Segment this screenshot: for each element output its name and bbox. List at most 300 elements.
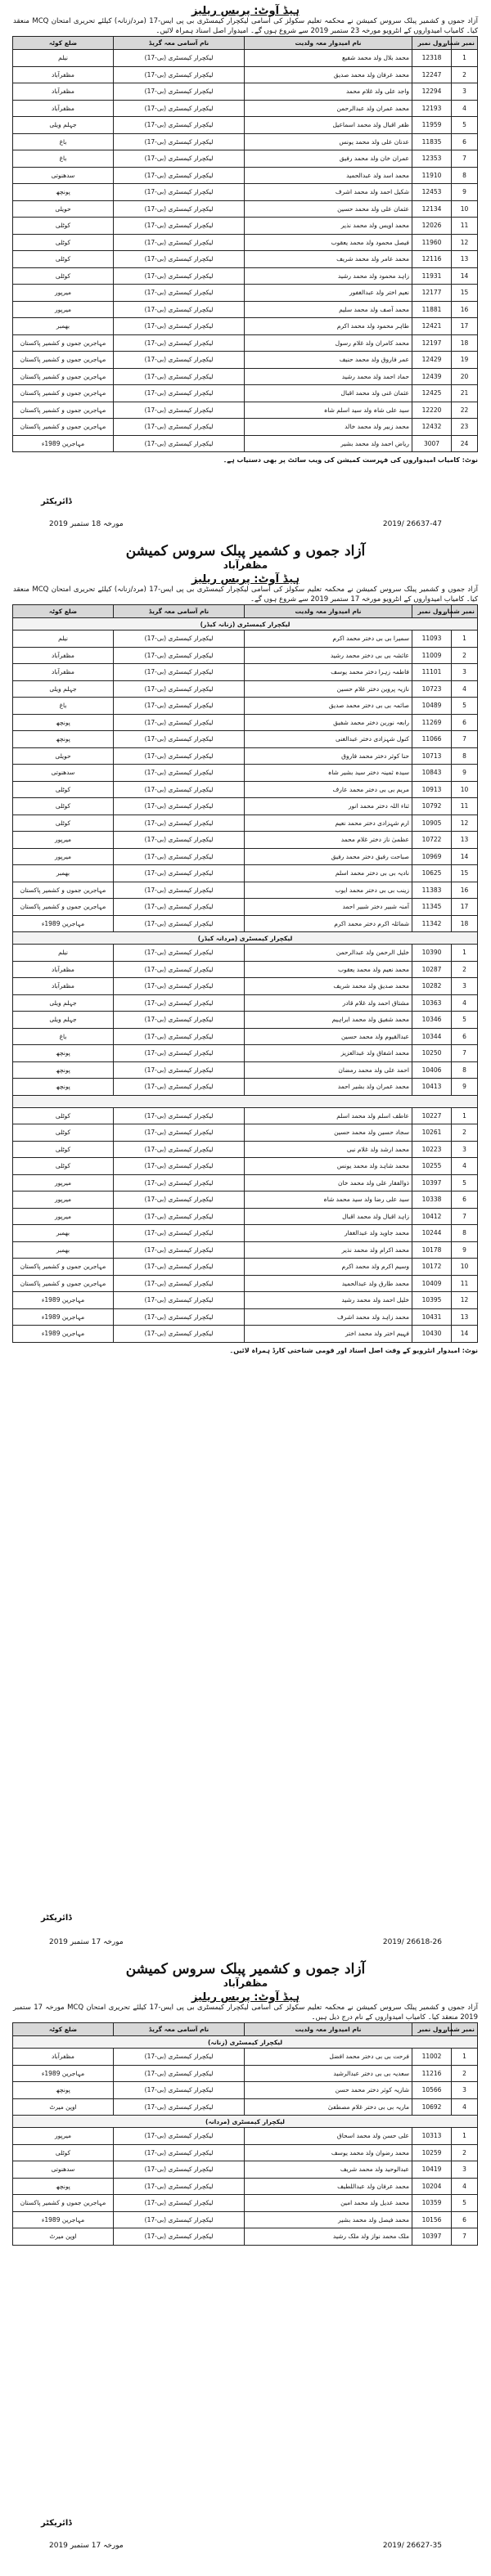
candidate-name: محمد آصف ولد محمد سلیم — [245, 301, 412, 318]
post-grade: لیکچرار کیمسٹری (بی-17) — [114, 631, 245, 648]
group-heading: لیکچرار کیمسٹری (مردانہ) — [13, 2116, 478, 2128]
candidate-name: محمد شاہد ولد محمد یونس — [245, 1158, 412, 1175]
table-row — [13, 647, 478, 664]
table-row — [13, 1208, 478, 1225]
table-row — [13, 150, 478, 168]
post-grade: لیکچرار کیمسٹری (بی-17) — [114, 334, 245, 352]
district-quota: نیلم — [13, 50, 114, 67]
group-heading-row — [13, 618, 478, 631]
post-grade: لیکچرار کیمسٹری (بی-17) — [114, 1079, 245, 1096]
post-grade: لیکچرار کیمسٹری (بی-17) — [114, 83, 245, 101]
post-grade: لیکچرار کیمسٹری (بی-17) — [114, 2065, 245, 2082]
post-grade: لیکچرار کیمسٹری (بی-17) — [114, 2211, 245, 2228]
row-serial: 1 — [452, 945, 478, 962]
candidate-name: عظمیٰ ناز دختر غلام محمد — [245, 832, 412, 849]
post-grade: لیکچرار کیمسٹری (بی-17) — [114, 1158, 245, 1175]
roll-number: 12026 — [412, 218, 452, 235]
release-intro: آزاد جموں و کشمیر پبلک سروس کمیشن نے محکمہ تعلیم سکولز کی آسامی لیکچرار کیمسٹری بی پی ایس-17 (مرد/زنانہ) کیلئے تحریری امتحان MCQ منعقد کیا۔ کامیاب امیدواروں کے انٹرویو مورخہ 23 ستمبر 2019 سے شروع ہوں گے۔ امیدوار اصل اسناد ہمراہ لائیں۔ — [13, 17, 479, 35]
row-serial: 14 — [452, 267, 478, 285]
row-serial: 12 — [452, 234, 478, 251]
post-grade: لیکچرار کیمسٹری (بی-17) — [114, 2195, 245, 2212]
district-quota: مظفرآباد — [13, 66, 114, 83]
row-serial: 1 — [452, 50, 478, 67]
row-serial: 1 — [452, 2128, 478, 2145]
candidate-name: مریم بی بی دختر محمد عارف — [245, 781, 412, 798]
post-grade: لیکچرار کیمسٹری (بی-17) — [114, 815, 245, 832]
roll-number: 12294 — [412, 83, 452, 101]
column-header: نام امیدوار معہ ولدیت — [245, 37, 412, 50]
roll-number: 11269 — [412, 714, 452, 731]
row-serial: 5 — [452, 117, 478, 134]
roll-number: 10489 — [412, 698, 452, 715]
row-serial: 6 — [452, 133, 478, 150]
table-row — [13, 714, 478, 731]
post-grade: لیکچرار کیمسٹری (بی-17) — [114, 961, 245, 978]
column-header: نام امیدوار معہ ولدیت — [245, 2023, 412, 2036]
row-serial: 2 — [452, 2065, 478, 2082]
row-serial: 23 — [452, 419, 478, 436]
row-serial: 16 — [452, 301, 478, 318]
row-serial: 7 — [452, 150, 478, 168]
post-grade: لیکچرار کیمسٹری (بی-17) — [114, 267, 245, 285]
candidate-name: محمد ارشد ولد غلام نبی — [245, 1141, 412, 1158]
row-serial: 6 — [452, 714, 478, 731]
column-header: رول نمبر — [412, 605, 452, 618]
table-row — [13, 267, 478, 285]
district-quota: پونچھ — [13, 184, 114, 201]
table-row — [13, 1308, 478, 1326]
row-serial: 14 — [452, 1326, 478, 1343]
post-grade: لیکچرار کیمسٹری (بی-17) — [114, 419, 245, 436]
candidate-name: آمنہ شبیر دختر شبیر احمد — [245, 899, 412, 916]
roll-number: 10843 — [412, 765, 452, 782]
roll-number: 11345 — [412, 899, 452, 916]
district-quota: جہلم ویلی — [13, 994, 114, 1012]
post-grade: لیکچرار کیمسٹری (بی-17) — [114, 680, 245, 698]
roll-number: 10261 — [412, 1124, 452, 1142]
candidate-name: زینب بی بی دختر محمد ایوب — [245, 882, 412, 899]
district-quota: مہاجرین جموں و کشمیر پاکستان — [13, 334, 114, 352]
table-row — [13, 1326, 478, 1343]
row-serial: 6 — [452, 1192, 478, 1209]
release-intro: آزاد جموں و کشمیر پبلک سروس کمیشن نے محکمہ تعلیم سکولز کی آسامی لیکچرار کیمسٹری بی پی ایس-17 کیلئے تحریری امتحان MCQ مورخہ 17 ستمبر 2019 منعقد کیا۔ کامیاب امیدواروں کے نام درج ذیل ہیں۔ — [13, 2004, 479, 2022]
candidate-name: محمد عامر ولد محمد شریف — [245, 251, 412, 268]
column-header: رول نمبر — [412, 2023, 452, 2036]
district-quota: باغ — [13, 150, 114, 168]
district-quota: پونچھ — [13, 2082, 114, 2099]
district-quota: کوٹلی — [13, 1141, 114, 1158]
table-row — [13, 765, 478, 782]
district-quota: کوٹلی — [13, 2144, 114, 2161]
candidate-name: نازیہ پروین دختر غلام حسین — [245, 680, 412, 698]
post-grade: لیکچرار کیمسٹری (بی-17) — [114, 1208, 245, 1225]
post-grade: لیکچرار کیمسٹری (بی-17) — [114, 1028, 245, 1045]
table-row — [13, 1192, 478, 1209]
district-quota: مہاجرین جموں و کشمیر پاکستان — [13, 385, 114, 402]
district-quota: کوٹلی — [13, 1158, 114, 1175]
candidate-name: شکیل احمد ولد محمد اشرف — [245, 184, 412, 201]
roll-number: 11093 — [412, 631, 452, 648]
district-quota: کوٹلی — [13, 251, 114, 268]
candidate-name: حنا کوثر دختر محمد فاروق — [245, 747, 412, 765]
column-header: نمبر شمار — [452, 37, 478, 50]
post-grade: لیکچرار کیمسٹری (بی-17) — [114, 301, 245, 318]
candidate-name: محمد اشفاق ولد عبدالعزیز — [245, 1045, 412, 1062]
roll-number: 12177 — [412, 285, 452, 302]
director-signature: ڈائریکٹر — [41, 2519, 72, 2528]
post-grade: لیکچرار کیمسٹری (بی-17) — [114, 133, 245, 150]
table-row — [13, 1141, 478, 1158]
row-serial: 8 — [452, 1225, 478, 1242]
reference-line — [49, 1938, 442, 1946]
row-serial: 19 — [452, 352, 478, 369]
roll-number: 12197 — [412, 334, 452, 352]
table-row — [13, 2065, 478, 2082]
post-grade: لیکچرار کیمسٹری (بی-17) — [114, 1124, 245, 1142]
roll-number: 11910 — [412, 167, 452, 184]
post-grade: لیکچرار کیمسٹری (بی-17) — [114, 2098, 245, 2116]
roll-number: 10395 — [412, 1292, 452, 1309]
table-row — [13, 915, 478, 932]
post-grade: لیکچرار کیمسٹری (بی-17) — [114, 698, 245, 715]
roll-number: 11931 — [412, 267, 452, 285]
candidate-name: ثناء اللہ دختر محمد انور — [245, 798, 412, 815]
reference-number: 2019/ 26618-26 — [382, 1938, 442, 1946]
post-grade: لیکچرار کیمسٹری (بی-17) — [114, 664, 245, 681]
table-row — [13, 882, 478, 899]
table-row — [13, 100, 478, 117]
candidate-name: محمد شفیق ولد محمد ابراہیم — [245, 1012, 412, 1029]
district-quota: میرپور — [13, 1208, 114, 1225]
post-grade: لیکچرار کیمسٹری (بی-17) — [114, 100, 245, 117]
table-row — [13, 285, 478, 302]
roll-number: 10259 — [412, 2144, 452, 2161]
table-row — [13, 2098, 478, 2116]
district-quota: بھمبر — [13, 865, 114, 882]
district-quota: کوٹلی — [13, 1124, 114, 1142]
group-heading-row — [13, 2036, 478, 2049]
district-quota: میرپور — [13, 2128, 114, 2145]
candidate-name: شازیہ کوثر دختر محمد حسن — [245, 2082, 412, 2099]
candidate-name: محمد رضوان ولد محمد یوسف — [245, 2144, 412, 2161]
table-row — [13, 184, 478, 201]
district-quota: حویلی — [13, 747, 114, 765]
district-quota: میرپور — [13, 848, 114, 865]
table-row — [13, 994, 478, 1012]
post-grade: لیکچرار کیمسٹری (بی-17) — [114, 915, 245, 932]
candidate-name: محمد طارق ولد عبدالحمید — [245, 1275, 412, 1292]
release-note: نوٹ: کامیاب امیدواروں کی فہرست کمیشن کی ویب سائٹ پر بھی دستیاب ہے۔ — [223, 456, 478, 464]
district-quota: مہاجرین 1989ء — [13, 2211, 114, 2228]
column-header: رول نمبر — [412, 37, 452, 50]
candidate-name: فہیم اختر ولد محمد اختر — [245, 1326, 412, 1343]
post-grade: لیکچرار کیمسٹری (بی-17) — [114, 385, 245, 402]
table-row — [13, 2178, 478, 2195]
results-table — [12, 36, 478, 452]
post-grade: لیکچرار کیمسٹری (بی-17) — [114, 899, 245, 916]
candidate-name: عمر فاروق ولد محمد حنیف — [245, 352, 412, 369]
table-row — [13, 2049, 478, 2066]
row-serial: 15 — [452, 865, 478, 882]
group-heading-row — [13, 932, 478, 945]
roll-number: 12220 — [412, 402, 452, 419]
table-row — [13, 1012, 478, 1029]
post-grade: لیکچرار کیمسٹری (بی-17) — [114, 945, 245, 962]
table-row — [13, 664, 478, 681]
post-grade: لیکچرار کیمسٹری (بی-17) — [114, 200, 245, 218]
candidate-name: ریاض احمد ولد محمد بشیر — [245, 435, 412, 452]
post-grade: لیکچرار کیمسٹری (بی-17) — [114, 1308, 245, 1326]
row-serial: 9 — [452, 184, 478, 201]
candidate-name: محمد نعیم ولد محمد یعقوب — [245, 961, 412, 978]
candidate-name: محمد اسد ولد عبدالحمید — [245, 167, 412, 184]
post-grade: لیکچرار کیمسٹری (بی-17) — [114, 1045, 245, 1062]
post-grade: لیکچرار کیمسٹری (بی-17) — [114, 218, 245, 235]
row-serial: 18 — [452, 334, 478, 352]
roll-number: 10419 — [412, 2161, 452, 2179]
row-serial: 8 — [452, 1061, 478, 1079]
roll-number: 12432 — [412, 419, 452, 436]
roll-number: 10313 — [412, 2128, 452, 2145]
release-intro: آزاد جموں و کشمیر پبلک سروس کمیشن نے محکمہ تعلیم سکولز کی آسامی لیکچرار کیمسٹری بی پی ایس-17 (مرد/زنانہ) کیلئے تحریری امتحان MCQ منعقد کیا۔ کامیاب امیدواروں کے انٹرویو مورخہ 17 ستمبر 2019 سے شروع ہوں گے۔ — [13, 586, 479, 604]
roll-number: 10344 — [412, 1028, 452, 1045]
table-row — [13, 1045, 478, 1062]
table-row — [13, 133, 478, 150]
table-row — [13, 1079, 478, 1096]
column-header: نام آسامی معہ گریڈ — [114, 605, 245, 618]
roll-number: 11009 — [412, 647, 452, 664]
row-serial: 3 — [452, 978, 478, 995]
roll-number: 11383 — [412, 882, 452, 899]
reference-number: 2019/ 26637-47 — [382, 520, 442, 528]
table-header-row — [13, 37, 478, 50]
row-serial: 16 — [452, 882, 478, 899]
district-quota: میرپور — [13, 1174, 114, 1192]
row-serial: 15 — [452, 285, 478, 302]
table-row — [13, 832, 478, 849]
candidate-name: محمد اکرام ولد محمد نذیر — [245, 1241, 412, 1259]
district-quota: کوٹلی — [13, 234, 114, 251]
district-quota: کوٹلی — [13, 218, 114, 235]
row-serial: 7 — [452, 1208, 478, 1225]
table-row — [13, 352, 478, 369]
row-serial: 5 — [452, 2195, 478, 2212]
table-row — [13, 631, 478, 648]
roll-number: 10172 — [412, 1259, 452, 1276]
results-table — [12, 2022, 478, 2246]
row-serial: 2 — [452, 647, 478, 664]
release-header: ہیڈ آوٹ: پریس ریلیز — [191, 573, 300, 586]
table-row — [13, 385, 478, 402]
row-serial: 11 — [452, 218, 478, 235]
table-row — [13, 2211, 478, 2228]
roll-number: 10792 — [412, 798, 452, 815]
roll-number: 3007 — [412, 435, 452, 452]
row-serial: 3 — [452, 2082, 478, 2099]
candidate-name: ملک محمد نواز ولد ملک رشید — [245, 2228, 412, 2246]
district-quota: باغ — [13, 1028, 114, 1045]
table-row — [13, 200, 478, 218]
district-quota: مظفرآباد — [13, 647, 114, 664]
roll-number: 12134 — [412, 200, 452, 218]
post-grade: لیکچرار کیمسٹری (بی-17) — [114, 2082, 245, 2099]
row-serial: 10 — [452, 200, 478, 218]
roll-number: 10406 — [412, 1061, 452, 1079]
candidate-name: محمد اویس ولد محمد نذیر — [245, 218, 412, 235]
row-serial: 5 — [452, 1012, 478, 1029]
table-row — [13, 698, 478, 715]
roll-number: 10431 — [412, 1308, 452, 1326]
row-serial: 17 — [452, 899, 478, 916]
table-row — [13, 865, 478, 882]
release-header: ہیڈ آوٹ: پریس ریلیز — [191, 1991, 300, 2004]
candidate-name: سیدہ ثمینہ دختر سید بشیر شاہ — [245, 765, 412, 782]
district-quota: مہاجرین جموں و کشمیر پاکستان — [13, 2195, 114, 2212]
candidate-name: محمد زبیر ولد محمد خالد — [245, 419, 412, 436]
table-row — [13, 50, 478, 67]
table-row — [13, 218, 478, 235]
table-row — [13, 368, 478, 385]
row-serial: 11 — [452, 1275, 478, 1292]
district-quota: جہلم ویلی — [13, 117, 114, 134]
roll-number: 12193 — [412, 100, 452, 117]
candidate-name: عثمان علی ولد محمد حسین — [245, 200, 412, 218]
reference-line — [49, 520, 442, 528]
district-quota: نیلم — [13, 945, 114, 962]
row-serial: 24 — [452, 435, 478, 452]
roll-number: 11066 — [412, 731, 452, 748]
candidate-name: حماد احمد ولد محمد رشید — [245, 368, 412, 385]
roll-number: 10713 — [412, 747, 452, 765]
table-row — [13, 2195, 478, 2212]
roll-number: 10390 — [412, 945, 452, 962]
table-row — [13, 899, 478, 916]
roll-number: 12439 — [412, 368, 452, 385]
table-header-row — [13, 605, 478, 618]
roll-number: 10244 — [412, 1225, 452, 1242]
district-quota: مہاجرین جموں و کشمیر پاکستان — [13, 352, 114, 369]
commission-name: آزاد جموں و کشمیر پبلک سروس کمیشن — [125, 1961, 366, 1977]
roll-number: 10204 — [412, 2178, 452, 2195]
candidate-name: زاہد اقبال ولد محمد اقبال — [245, 1208, 412, 1225]
post-grade: لیکچرار کیمسٹری (بی-17) — [114, 402, 245, 419]
row-serial: 5 — [452, 1174, 478, 1192]
table-row — [13, 978, 478, 995]
district-quota: مہاجرین 1989ء — [13, 435, 114, 452]
roll-number: 12247 — [412, 66, 452, 83]
post-grade: لیکچرار کیمسٹری (بی-17) — [114, 2178, 245, 2195]
table-row — [13, 117, 478, 134]
row-serial: 10 — [452, 781, 478, 798]
column-header: نمبر شمار — [452, 2023, 478, 2036]
roll-number: 10905 — [412, 815, 452, 832]
table-row — [13, 2228, 478, 2246]
roll-number: 12421 — [412, 318, 452, 335]
district-quota: پونچھ — [13, 1045, 114, 1062]
candidate-name: عبدالقیوم ولد محمد حسین — [245, 1028, 412, 1045]
column-header: نام آسامی معہ گریڈ — [114, 37, 245, 50]
candidate-name: زاہد محمود ولد محمد رشید — [245, 267, 412, 285]
release-note: نوٹ: امیدوار انٹرویو کے وقت اصل اسناد اور قومی شناختی کارڈ ہمراہ لائیں۔ — [229, 1346, 478, 1354]
row-serial: 21 — [452, 385, 478, 402]
district-quota: میرپور — [13, 832, 114, 849]
district-quota: کوٹلی — [13, 798, 114, 815]
post-grade: لیکچرار کیمسٹری (بی-17) — [114, 1292, 245, 1309]
post-grade: لیکچرار کیمسٹری (بی-17) — [114, 747, 245, 765]
candidate-name: محمد زاہد ولد محمد اشرف — [245, 1308, 412, 1326]
row-serial: 20 — [452, 368, 478, 385]
roll-number: 12116 — [412, 251, 452, 268]
post-grade: لیکچرار کیمسٹری (بی-17) — [114, 2128, 245, 2145]
candidate-name: عمران خان ولد محمد رفیق — [245, 150, 412, 168]
roll-number: 10178 — [412, 1241, 452, 1259]
candidate-name: عائشہ بی بی دختر محمد رشید — [245, 647, 412, 664]
district-quota: باغ — [13, 698, 114, 715]
row-serial: 18 — [452, 915, 478, 932]
candidate-name: ماریہ بی بی دختر غلام مصطفیٰ — [245, 2098, 412, 2116]
row-serial: 22 — [452, 402, 478, 419]
post-grade: لیکچرار کیمسٹری (بی-17) — [114, 798, 245, 815]
candidate-name: صباحت رفیق دختر محمد رفیق — [245, 848, 412, 865]
row-serial: 8 — [452, 747, 478, 765]
table-row — [13, 731, 478, 748]
district-quota: میرپور — [13, 301, 114, 318]
table-row — [13, 1061, 478, 1079]
candidate-name: ظفر اقبال ولد محمد اسماعیل — [245, 117, 412, 134]
group-heading: لیکچرار کیمسٹری (زنانہ) — [13, 2036, 478, 2049]
row-serial: 11 — [452, 798, 478, 815]
district-quota: مہاجرین 1989ء — [13, 1308, 114, 1326]
row-serial: 5 — [452, 698, 478, 715]
post-grade: لیکچرار کیمسٹری (بی-17) — [114, 714, 245, 731]
district-quota: بھمبر — [13, 1225, 114, 1242]
candidate-name: سعدیہ بی بی دختر عبدالرشید — [245, 2065, 412, 2082]
row-serial: 3 — [452, 664, 478, 681]
district-quota: مہاجرین 1989ء — [13, 1292, 114, 1309]
row-serial: 17 — [452, 318, 478, 335]
candidate-name: سید علی رضا ولد سید محمد شاہ — [245, 1192, 412, 1209]
district-quota: جہلم ویلی — [13, 1012, 114, 1029]
roll-number: 10625 — [412, 865, 452, 882]
reference-date: مورخہ 17 ستمبر 2019 — [49, 2542, 124, 2550]
table-row — [13, 680, 478, 698]
table-row — [13, 66, 478, 83]
district-quota: مہاجرین جموں و کشمیر پاکستان — [13, 368, 114, 385]
release-header: ہیڈ آوٹ: پریس ریلیز — [191, 5, 300, 17]
post-grade: لیکچرار کیمسٹری (بی-17) — [114, 251, 245, 268]
district-quota: کوٹلی — [13, 781, 114, 798]
district-quota: کوٹلی — [13, 1107, 114, 1124]
post-grade: لیکچرار کیمسٹری (بی-17) — [114, 865, 245, 882]
district-quota: پونچھ — [13, 2178, 114, 2195]
commission-name: آزاد جموں و کشمیر پبلک سروس کمیشن — [125, 543, 366, 559]
table-row — [13, 1124, 478, 1142]
district-quota: مہاجرین 1989ء — [13, 915, 114, 932]
roll-number: 10409 — [412, 1275, 452, 1292]
row-serial: 4 — [452, 994, 478, 1012]
table-row — [13, 2144, 478, 2161]
post-grade: لیکچرار کیمسٹری (بی-17) — [114, 1012, 245, 1029]
table-row — [13, 435, 478, 452]
district-quota: میرپور — [13, 1192, 114, 1209]
candidate-name: عبدالوحید ولد محمد شریف — [245, 2161, 412, 2179]
post-grade: لیکچرار کیمسٹری (بی-17) — [114, 848, 245, 865]
district-quota: کوٹلی — [13, 267, 114, 285]
post-grade: لیکچرار کیمسٹری (بی-17) — [114, 2161, 245, 2179]
row-serial: 7 — [452, 1045, 478, 1062]
row-serial: 4 — [452, 2098, 478, 2116]
roll-number: 12353 — [412, 150, 452, 168]
